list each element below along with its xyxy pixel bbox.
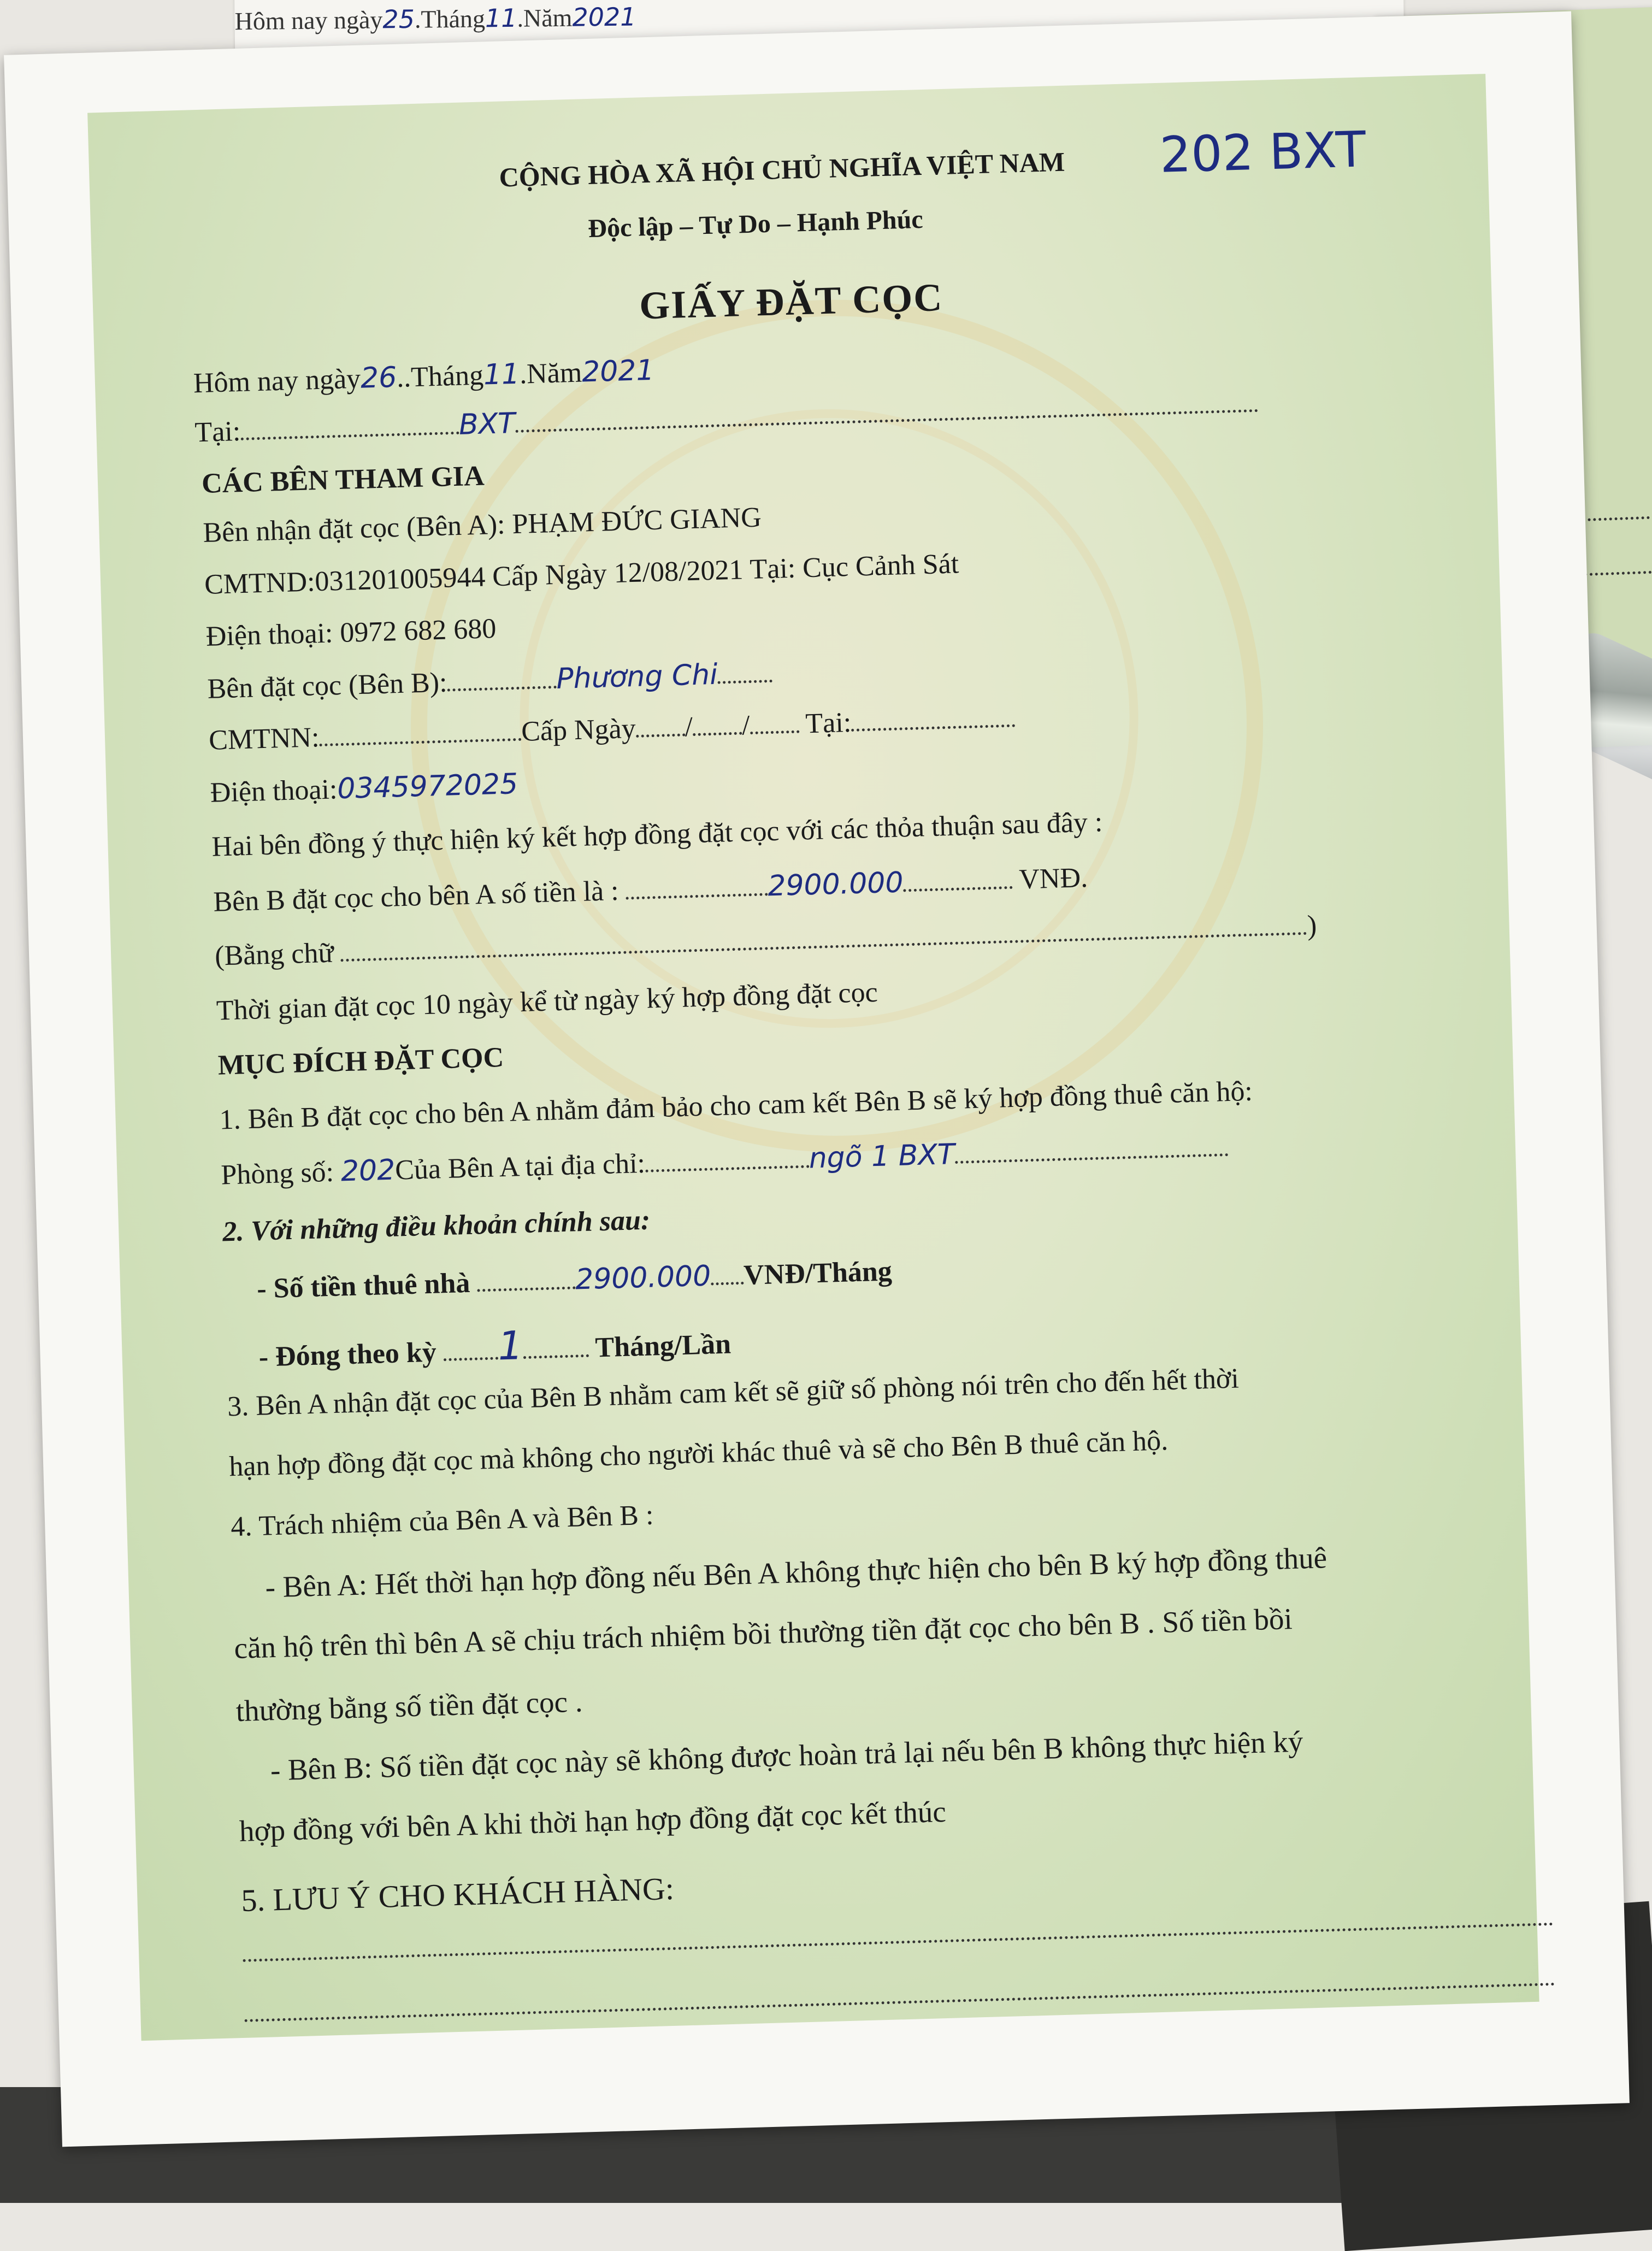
deposit-amount: 2900.000 [767,866,904,903]
top-sheet-date-month: 11 [485,3,517,33]
date-month: 11 [483,357,520,392]
place-value: BXT [458,406,516,441]
clause-2: 2. Với những điều khoản chính sau: [222,1204,651,1248]
rent-line [256,1254,892,1305]
year-word: Năm [526,357,582,390]
period-label: - Đóng theo kỳ [258,1336,437,1373]
clause-3-line-1: 3. Bên A nhận đặt cọc của Bên B nhằm cam kết sẽ giữ số phòng nói trên cho đến hết thời [227,1363,1240,1423]
party-a-phone: Điện thoại: 0972 682 680 [205,613,497,652]
rent-unit: VNĐ/Tháng [743,1256,893,1291]
party-b-place-label: Tại: [805,706,852,740]
date-line: Hôm nay ngày26..Tháng11.Năm2021 [193,353,655,399]
address-value: ngõ 1 BXT [808,1138,955,1175]
agreement-intro: Hai bên đồng ý thực hiện ký kết hợp đồng đặt cọc với các thỏa thuận sau đây : [211,806,1104,863]
handwritten-corner-note: 202 BXT [1159,121,1367,184]
party-a-id: CMTND:031201005944 Cấp Ngày 12/08/2021 Tại: Cục Cảnh Sát [204,548,959,600]
room-line [221,1130,1229,1191]
party-b-id-line: CMTNN: Cấp Ngày / / Tại: [208,702,1015,757]
purpose-heading: MỤC ĐÍCH ĐẶT CỌC [217,1041,504,1081]
top-sheet-month-word: Tháng [421,4,486,33]
note-line-2 [245,1982,1555,2022]
room-value: 202 [340,1153,396,1188]
place-label: Tại: [194,415,241,449]
in-words-close: ) [1307,910,1317,941]
period-line [258,1317,731,1376]
date-year: 2021 [581,353,655,389]
party-a-name: PHẠM ĐỨC GIANG [511,502,762,540]
deposit-duration: Thời gian đặt cọc 10 ngày kể từ ngày ký hợp đồng đặt cọc [216,976,878,1027]
room-label: Phòng số: [220,1156,334,1191]
top-sheet-date-line: Hôm nay ngày25.Tháng11.Năm2021 [234,2,636,36]
national-title: CỘNG HÒA XÃ HỘI CHỦ NGHĨA VIỆT NAM [498,146,1065,193]
deposit-document-page [4,11,1630,2147]
clause-4a-line-2: căn hộ trên thì bên A sẽ chịu trách nhiệm bồi thường tiền đặt cọc cho bên B . Số tiền bồi [233,1602,1293,1665]
clause-4b-line-1: - Bên B: Số tiền đặt cọc này sẽ không được hoàn trả lại nếu bên B không thực hiện ký [270,1724,1304,1787]
party-b-label: Bên đặt cọc (Bên B): [206,667,448,705]
party-b-issue-label: Cấp Ngày [521,713,636,747]
motto: Độc lập – Tự Do – Hạnh Phúc [587,204,924,244]
clause-4: 4. Trách nhiệm của Bên A và Bên B : [230,1499,654,1543]
clause-4a-line-1: - Bên A: Hết thời hạn hợp đồng nếu Bên A không thực hiện cho bên B ký hợp đồng thuê [264,1541,1328,1604]
document-title: GIẤY ĐẶT CỌC [639,275,944,328]
period-unit: Tháng/Lần [594,1328,731,1364]
clause-4a-line-3: thường bằng số tiền đặt cọc . [235,1684,583,1728]
party-b-phone-label: Điện thoại: [210,774,338,809]
rent-value: 2900.000 [575,1259,712,1297]
top-sheet-date-year: 2021 [572,2,636,32]
note-line-1 [243,1922,1554,1962]
clause-4b-line-2: hợp đồng với bên A khi thời hạn hợp đồng đặt cọc kết thúc [239,1794,947,1848]
period-value: 1 [497,1322,524,1369]
date-day: 26 [360,361,398,395]
party-b-name: Phương Chi [556,658,718,696]
clause-1: 1. Bên B đặt cọc cho bên A nhằm đảm bảo cho cam kết Bên B sẽ ký hợp đồng thuê căn hộ: [219,1075,1253,1136]
clause-3-line-2: hạn hợp đồng đặt cọc mà không cho người khác thuê và sẽ cho Bên B thuê căn hộ. [228,1425,1169,1483]
clause-5-customer-note: 5. LƯU Ý CHO KHÁCH HÀNG: [240,1870,675,1918]
parties-heading: CÁC BÊN THAM GIA [201,460,485,499]
document-body [87,74,1539,2041]
top-sheet-date-prefix: Hôm nay ngày [234,5,383,36]
party-b-phone: 0345972025 [337,768,518,806]
address-label: Của Bên A tại địa chỉ: [394,1147,646,1186]
deposit-label: Bên B đặt cọc cho bên A số tiền là : [213,875,620,918]
in-words-label: (Bằng chữ [214,937,334,972]
party-b-id-label: CMTNN: [208,722,320,756]
month-word: Tháng [410,360,484,393]
date-prefix: Hôm nay ngày [193,363,361,399]
rent-label: - Số tiền thuê nhà [256,1267,471,1305]
deposit-unit: VNĐ. [1018,862,1088,895]
top-sheet-year-word: Năm [523,3,573,32]
top-sheet-date-day: 25 [382,4,415,34]
party-a-label: Bên nhận đặt cọc (Bên A): [202,509,506,549]
